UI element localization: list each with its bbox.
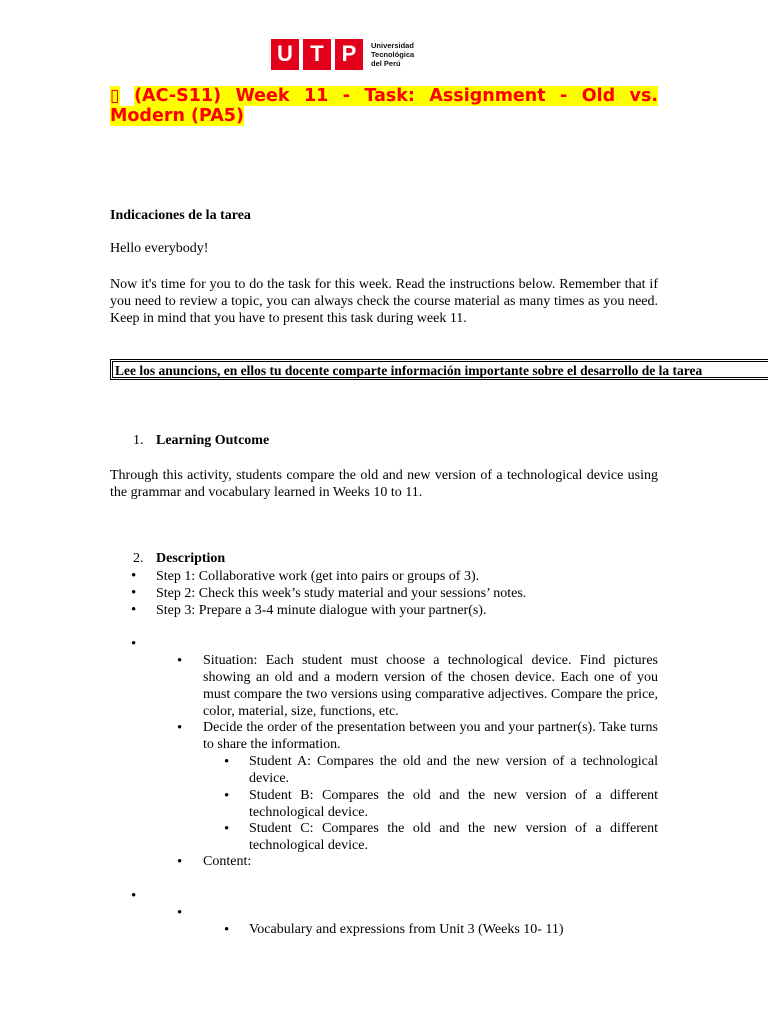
list-item-step-2: Step 2: Check this week’s study material and your sessions’ notes.	[156, 586, 527, 601]
learning-outcome-text: Through this activity, students compare the old and new version of a technological device using the grammar and vocabulary learned in Weeks 10 to 11.	[110, 468, 658, 500]
bullet-icon: •	[131, 888, 137, 904]
bullet-icon: •	[131, 585, 137, 601]
list-item-student-a: Student A: Compares the old and the new version of a technological device.	[249, 754, 658, 786]
list-item-step-3: Step 3: Prepare a 3-4 minute dialogue with your partner(s).	[156, 603, 487, 618]
list-item-content: Content:	[203, 854, 252, 869]
bullet-icon: •	[131, 636, 137, 652]
description-heading: Description	[156, 551, 226, 566]
list-item-student-b: Student B: Compares the old and the new version of a different technological device.	[249, 788, 658, 820]
page-title[interactable]	[110, 86, 658, 126]
announcement-notice: Lee los anuncions, en ellos tu docente comparte información importante sobre el desarrollo de la tarea	[110, 359, 768, 380]
bullet-icon: •	[224, 754, 230, 770]
logo-text: Universidad Tecnológica del Perú	[371, 40, 415, 68]
section-number-2: 2.	[133, 551, 144, 566]
bullet-icon: •	[224, 922, 230, 938]
bullet-icon: •	[131, 568, 137, 584]
bullet-icon: •	[177, 854, 183, 870]
list-item-situation: Situation: Each student must choose a technological device. Find pictures showing an old and a modern version of the chosen device. Each one of you must compare the two versions using comparative adjectives. Compare the price, color, material, size, functions, etc.	[203, 653, 658, 719]
title-text: (AC-S11) Week 11 - Task: Assignment - Old vs. Modern (PA5)	[110, 86, 659, 126]
section-number-1: 1.	[133, 433, 144, 448]
learning-outcome-heading: Learning Outcome	[156, 433, 270, 448]
list-item-step-1: Step 1: Collaborative work (get into pairs or groups of 3).	[156, 569, 480, 584]
intro-paragraph: Now it's time for you to do the task for this week. Read the instructions below. Remember that if you need to review a topic, you can always check the course material as many times as you need. Keep in mind that you have to present this task during week 11.	[110, 277, 658, 326]
logo-letter-u: U	[271, 39, 299, 70]
list-item-order: Decide the order of the presentation between you and your partner(s). Take turns to share the information.	[203, 720, 658, 752]
section-heading: Indicaciones de la tarea	[110, 208, 251, 223]
bullet-icon: •	[177, 720, 183, 736]
title-icon: ▯	[110, 86, 120, 106]
bullet-icon: •	[224, 821, 230, 837]
bullet-icon: •	[224, 788, 230, 804]
logo-letter-p: P	[335, 39, 363, 70]
list-item-vocabulary: Vocabulary and expressions from Unit 3 (Weeks 10- 11)	[249, 922, 564, 937]
logo-letter-t: T	[303, 39, 331, 70]
greeting-text: Hello everybody!	[110, 241, 209, 256]
bullet-icon: •	[177, 905, 183, 921]
bullet-icon: •	[177, 653, 183, 669]
bullet-icon: •	[131, 602, 137, 618]
list-item-student-c: Student C: Compares the old and the new version of a different technological device.	[249, 821, 658, 853]
utp-logo	[271, 38, 414, 70]
